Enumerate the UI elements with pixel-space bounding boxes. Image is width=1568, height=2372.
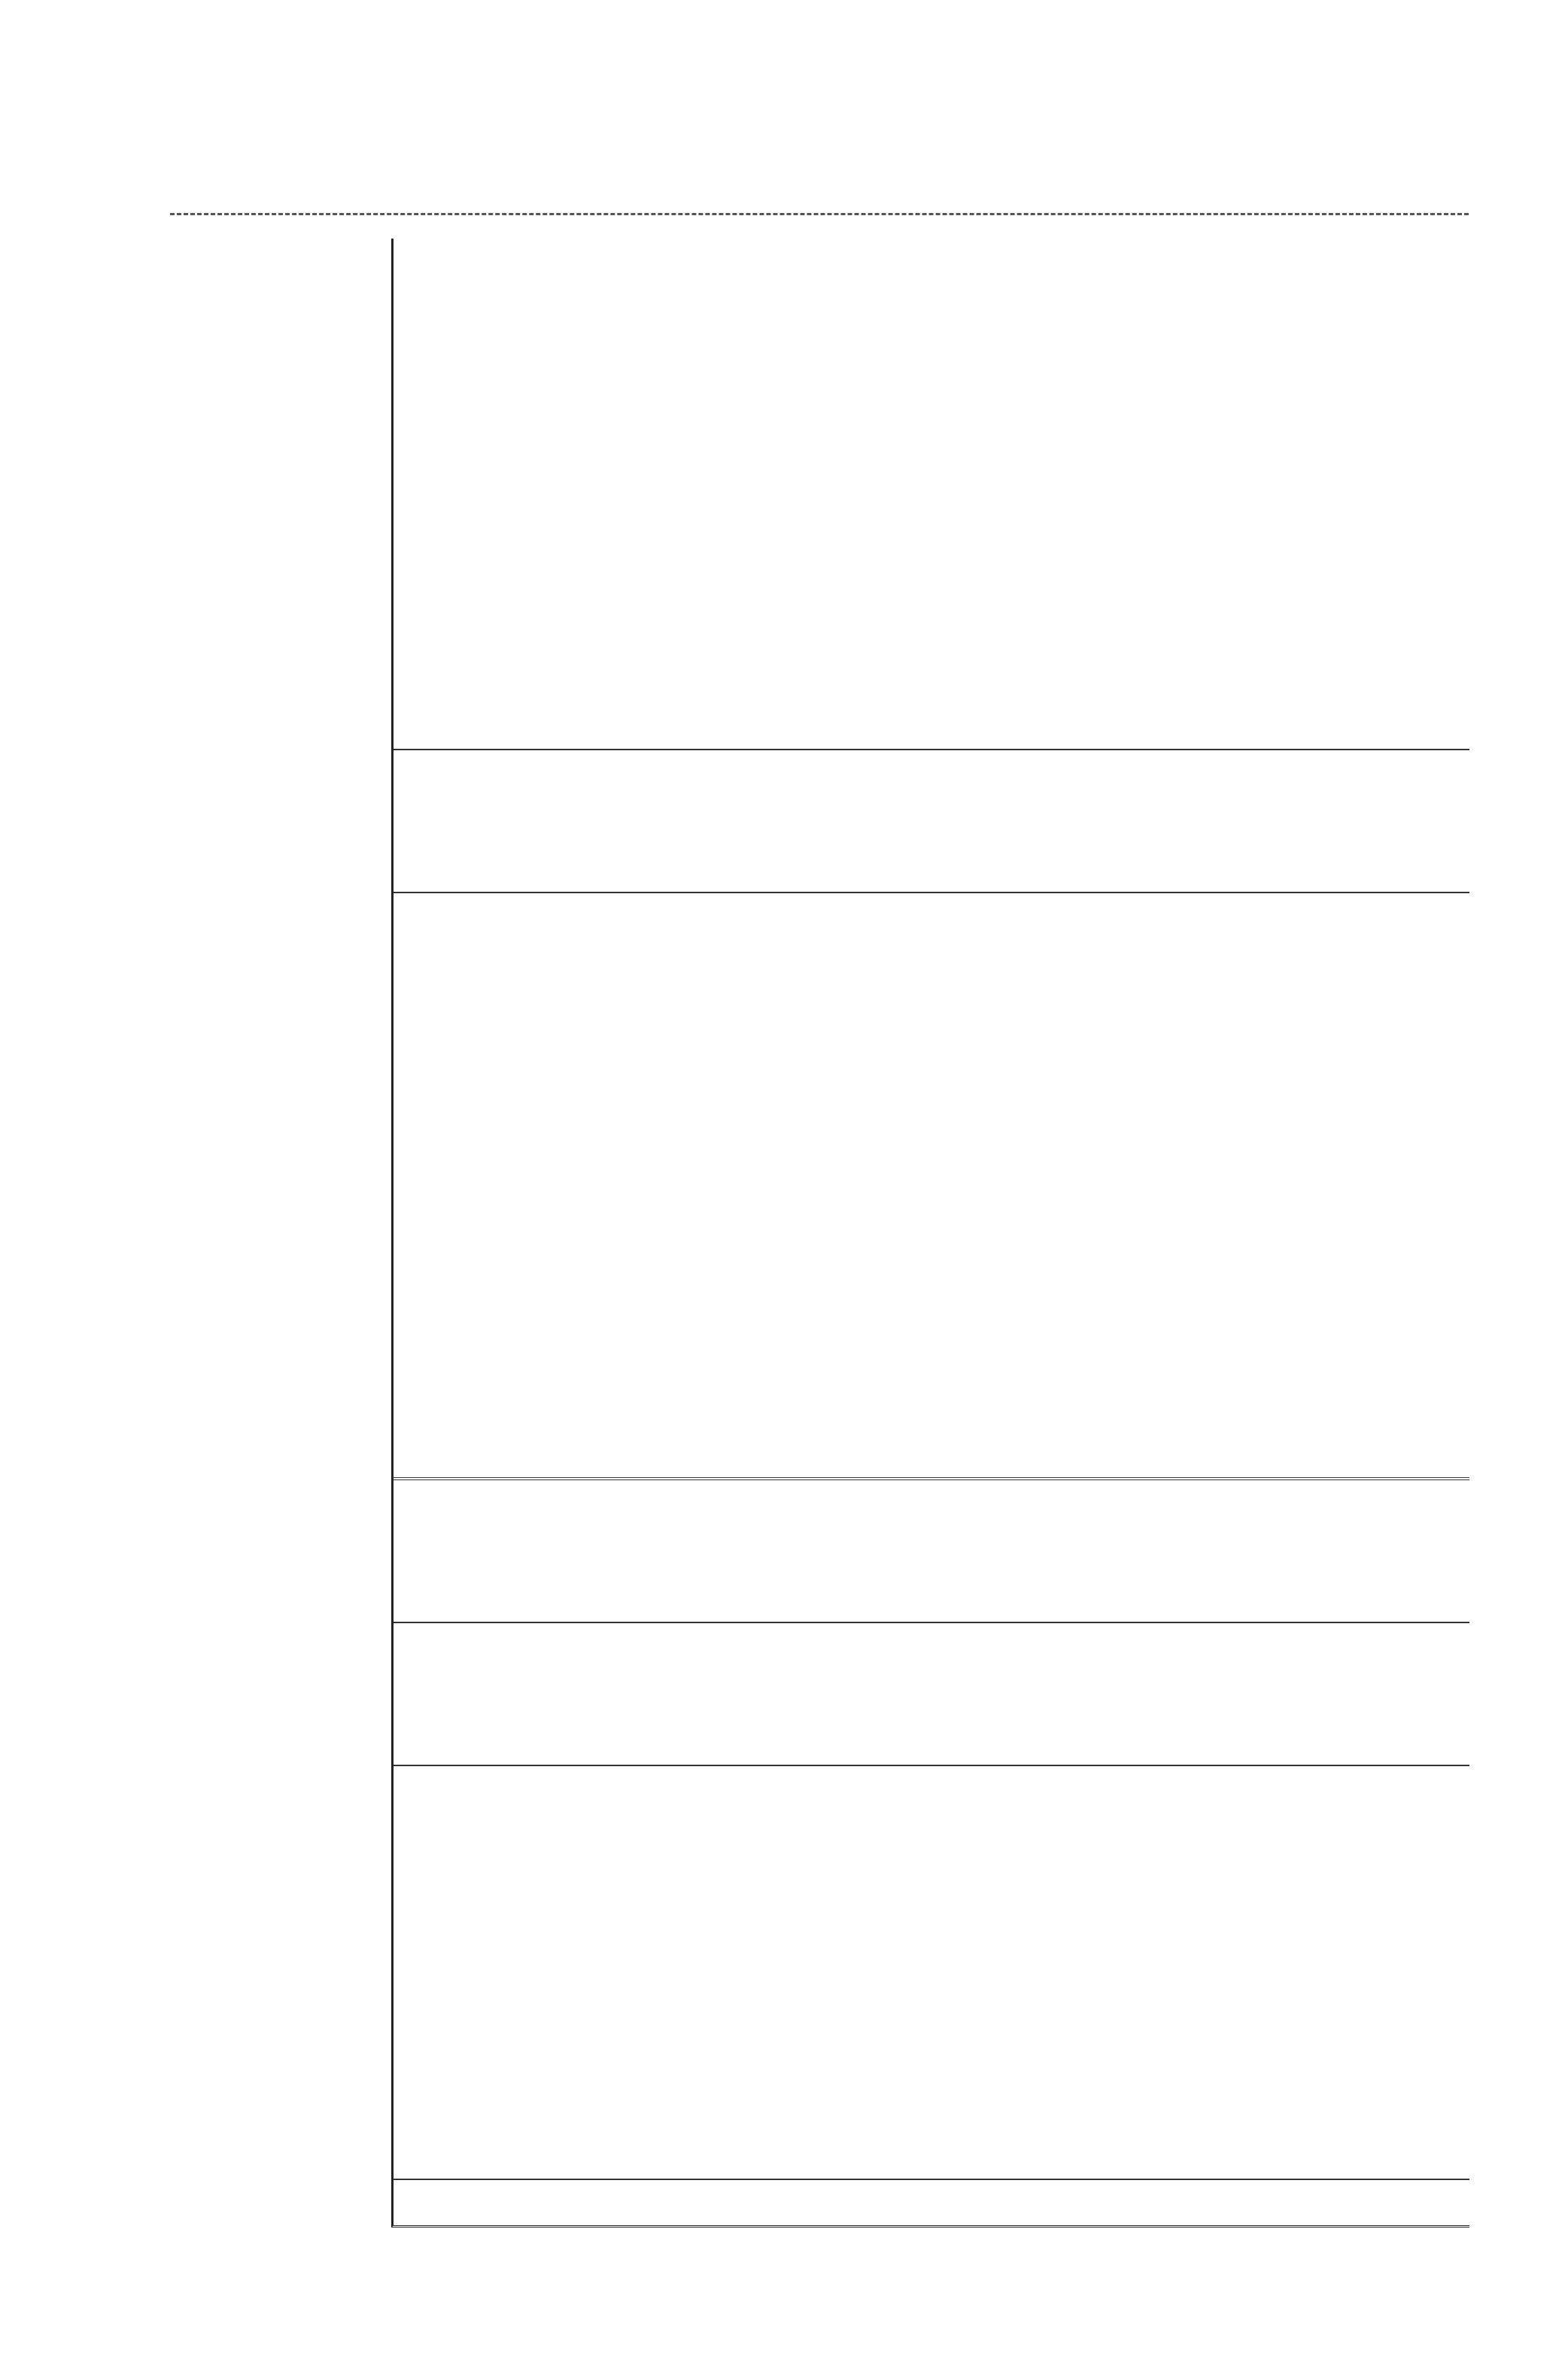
dr-amount2-rule (394, 1622, 1469, 1623)
cr-amount2-rule (394, 749, 1469, 750)
date-column-rule (394, 2179, 1469, 2180)
ledger-page (248, 241, 1482, 2228)
dr-amount1-rule (394, 1765, 1469, 1766)
cr-amount1-rule (394, 892, 1469, 893)
center-rule (394, 1477, 1469, 1480)
header-rule (170, 213, 1469, 215)
ledger-table (391, 239, 1469, 2228)
